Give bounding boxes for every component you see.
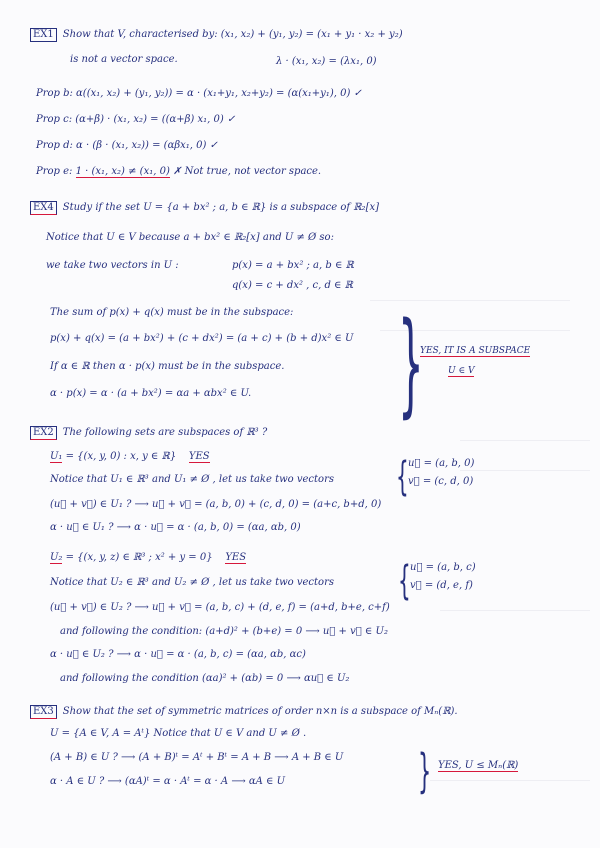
- ex1-prop-e-counterexample: 1 · (x₁, x₂) ≠ (x₁, 0): [75, 166, 170, 177]
- ex2-u1-vec-v: v⃗ = (c, d, 0): [408, 476, 474, 487]
- ex2-line-1: [30, 426, 267, 440]
- ex4-conclusion-set: [448, 366, 474, 376]
- ex1-prop-d: Prop d: α · (β · (x₁, x₂)) = (αβx₁, 0) ✓: [36, 140, 218, 151]
- ex3-brace: }: [418, 744, 432, 798]
- ex2-u2-sum-condition: and following the condition: (a+d)² + (b+e) = 0 ⟶ u⃗ + v⃗ ∈ U₂: [60, 626, 388, 637]
- ex1-prop-c: Prop c: (α+β) · (x₁, x₂) = ((α+β) x₁, 0) ✓: [36, 114, 236, 125]
- ex1-prop-e-conclusion: ✗ Not true, not vector space.: [173, 166, 322, 177]
- ex4-q-def: q(x) = c + dx² , c, d ∈ ℝ: [232, 280, 353, 291]
- ex2-u2-yes: YES: [225, 552, 247, 563]
- ex3-line-1: [30, 705, 458, 719]
- ex3-statement: Show that the set of symmetric matrices of order n×n is a subspace of Mₙ(ℝ).: [62, 706, 458, 717]
- ex2-tag: EX2: [30, 426, 57, 440]
- ex4-tag: EX4: [30, 201, 57, 215]
- ex3-set-def: U = {A ∈ V, A = Aᵗ} Notice that U ∈ V and U ≠ Ø .: [50, 728, 307, 739]
- ex2-u1-notice: Notice that U₁ ∈ ℝ³ and U₁ ≠ Ø , let us take two vectors: [50, 474, 334, 485]
- ex4-p-def: p(x) = a + bx² ; a, b ∈ ℝ: [232, 260, 354, 271]
- ex1-tag: EX1: [30, 28, 57, 42]
- ex4-conclusion-u-in-v: U ∈ V: [448, 366, 475, 376]
- ex3-scalar: α · A ∈ U ? ⟶ (αA)ᵗ = α · Aᵗ = α · A ⟶ αA ∈ U: [50, 776, 285, 787]
- ex1-line-2: [70, 54, 178, 66]
- ex2-u2-def: [50, 552, 246, 564]
- ex3-conclusion: [438, 760, 518, 772]
- ex2-u2-notice: Notice that U₂ ∈ ℝ³ and U₂ ≠ Ø , let us take two vectors: [50, 577, 334, 588]
- ex1-statement: Show that V, characterised by: (x₁, x₂) + (y₁, y₂) = (x₁ + y₁ · x₂ + y₂): [62, 29, 403, 40]
- ex3-tag: EX3: [30, 705, 57, 719]
- ex2-u2-scalar: α · u⃗ ∈ U₂ ? ⟶ α · u⃗ = α · (a, b, c) = (αa, αb, αc): [50, 649, 306, 660]
- ex1-not-vector-space: is not a vector space.: [70, 54, 178, 65]
- ex4-sum-req: The sum of p(x) + q(x) must be in the subspace:: [50, 307, 294, 318]
- ex3-conclusion-text: YES, U ≤ Mₙ(ℝ): [438, 760, 519, 771]
- ex1-scalar-def: λ · (x₁, x₂) = (λx₁, 0): [276, 56, 377, 67]
- ex2-u1-def: [50, 451, 210, 463]
- ex4-notice: Notice that U ∈ V because a + bx² ∈ ℝ₂[x] and U ≠ Ø so:: [46, 232, 334, 243]
- ex1-prop-e: [36, 166, 321, 178]
- ex4-sum-calc: p(x) + q(x) = (a + bx²) + (c + dx²) = (a + c) + (b + d)x² ∈ U: [50, 333, 354, 344]
- ex3-sum: (A + B) ∈ U ? ⟶ (A + B)ᵗ = Aᵗ + Bᵗ = A + B ⟶ A + B ∈ U: [50, 752, 344, 763]
- ex2-u1-yes: YES: [188, 451, 210, 462]
- ex4-brace: }: [398, 298, 424, 430]
- ex2-u2-vec-v: v⃗ = (d, e, f): [410, 580, 473, 591]
- ex2-u1-sum: (u⃗ + v⃗) ∈ U₁ ? ⟶ u⃗ + v⃗ = (a, b, 0) + (c, d, 0) = (a+c, b+d, 0): [50, 499, 382, 510]
- ex4-take-vectors: we take two vectors in U :: [46, 260, 179, 271]
- ex2-u1-set: = {(x, y, 0) : x, y ∈ ℝ}: [62, 451, 177, 462]
- ex2-u1-brace: {: [396, 454, 409, 500]
- ex1-line-1: [30, 28, 403, 42]
- ex4-conclusion: [420, 346, 530, 356]
- ex2-u1-vec-u: u⃗ = (a, b, 0): [408, 458, 475, 469]
- ex2-u2-scalar-condition: and following the condition (αa)² + (αb) = 0 ⟶ αu⃗ ∈ U₂: [60, 673, 350, 684]
- ex4-scalar-req: If α ∈ ℝ then α · p(x) must be in the subspace.: [50, 361, 285, 372]
- ex4-conclusion-yes: YES, IT IS A SUBSPACE: [420, 346, 531, 356]
- ex2-u2-sum: (u⃗ + v⃗) ∈ U₂ ? ⟶ u⃗ + v⃗ = (a, b, c) + (d, e, f) = (a+d, b+e, c+f): [50, 602, 390, 613]
- ex2-u2-brace: {: [398, 558, 411, 604]
- ex2-u1-scalar: α · u⃗ ∈ U₁ ? ⟶ α · u⃗ = α · (a, b, 0) = (αa, αb, 0): [50, 522, 301, 533]
- ex2-question: The following sets are subspaces of ℝ³ ?: [62, 427, 268, 438]
- ex4-scalar-calc: α · p(x) = α · (a + bx²) = αa + αbx² ∈ U.: [50, 388, 252, 399]
- ex4-statement: Study if the set U = {a + bx² ; a, b ∈ ℝ} is a subspace of ℝ₂[x]: [62, 202, 380, 213]
- ex4-line-1: [30, 201, 379, 215]
- ex2-u2-symbol: U₂: [50, 552, 63, 563]
- ex2-u2-set: = {(x, y, z) ∈ ℝ³ ; x² + y = 0}: [62, 552, 213, 563]
- ex1-prop-e-label: Prop e:: [36, 166, 73, 177]
- ex2-u2-vec-u: u⃗ = (a, b, c): [410, 562, 476, 573]
- ex2-u1-symbol: U₁: [50, 451, 63, 462]
- ex1-prop-b: Prop b: α((x₁, x₂) + (y₁, y₂)) = α · (x₁+y₁, x₂+y₂) = (α(x₁+y₁), 0) ✓: [36, 88, 362, 99]
